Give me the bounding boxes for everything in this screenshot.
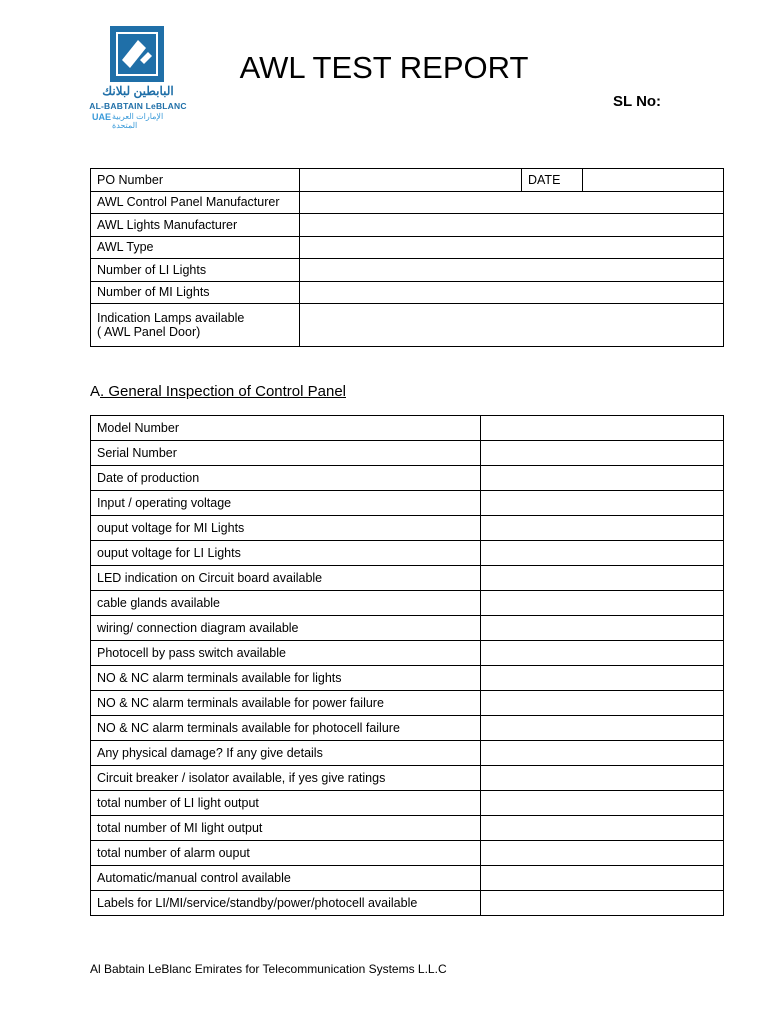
- section-a-heading: A. General Inspection of Control Panel: [90, 383, 346, 400]
- table-row: [91, 841, 724, 866]
- row-label: LED indication on Circuit board available: [91, 566, 481, 591]
- po-number-label: PO Number: [91, 169, 300, 192]
- row-label: Serial Number: [91, 441, 481, 466]
- row-field[interactable]: [481, 741, 724, 766]
- row-label: Any physical damage? If any give details: [91, 741, 481, 766]
- row-field[interactable]: [481, 666, 724, 691]
- logo-country: UAE: [92, 112, 112, 122]
- table-row: [91, 491, 724, 516]
- row-field[interactable]: [300, 259, 724, 282]
- row-field[interactable]: [481, 466, 724, 491]
- row-label: wiring/ connection diagram available: [91, 616, 481, 641]
- row-label: NO & NC alarm terminals available for lights: [91, 666, 481, 691]
- table-row: [91, 791, 724, 816]
- table-row: [91, 441, 724, 466]
- row-field[interactable]: [481, 816, 724, 841]
- row-field[interactable]: [481, 491, 724, 516]
- row-field[interactable]: [481, 791, 724, 816]
- logo-latin-name: AL-BABTAIN LeBLANC: [89, 101, 187, 111]
- row-label: AWL Lights Manufacturer: [91, 214, 300, 237]
- row-field[interactable]: [300, 191, 724, 214]
- report-title: AWL TEST REPORT: [239, 50, 529, 85]
- row-field[interactable]: [481, 866, 724, 891]
- table-row: [91, 416, 724, 441]
- table-row: [91, 281, 724, 304]
- table-row: [91, 716, 724, 741]
- logo-arabic-name: البابطين لبلانك: [102, 84, 174, 98]
- row-label: ouput voltage for MI Lights: [91, 516, 481, 541]
- row-field[interactable]: [481, 691, 724, 716]
- row-label: Date of production: [91, 466, 481, 491]
- table-row: [91, 214, 724, 237]
- row-label: ouput voltage for LI Lights: [91, 541, 481, 566]
- row-label: NO & NC alarm terminals available for power failure: [91, 691, 481, 716]
- row-label: Number of MI Lights: [91, 281, 300, 304]
- row-field[interactable]: [300, 214, 724, 237]
- table-row: [91, 541, 724, 566]
- row-field[interactable]: [481, 541, 724, 566]
- row-field[interactable]: [481, 641, 724, 666]
- row-field[interactable]: [481, 416, 724, 441]
- row-label: total number of LI light output: [91, 791, 481, 816]
- table-row: [91, 866, 724, 891]
- table-row: [91, 516, 724, 541]
- table-row: [91, 766, 724, 791]
- row-label: NO & NC alarm terminals available for photocell failure: [91, 716, 481, 741]
- row-label: Automatic/manual control available: [91, 866, 481, 891]
- table-row: [91, 259, 724, 282]
- table-row: [91, 641, 724, 666]
- row-label: AWL Type: [91, 236, 300, 259]
- row-label: Circuit breaker / isolator available, if yes give ratings: [91, 766, 481, 791]
- sl-no-label: SL No:: [613, 93, 662, 110]
- footer-company-name: Al Babtain LeBlanc Emirates for Telecommunication Systems L.L.C: [90, 962, 447, 976]
- table-row: [91, 741, 724, 766]
- row-field[interactable]: [481, 616, 724, 641]
- indication-lamps-label: Indication Lamps available ( AWL Panel Door): [91, 304, 300, 347]
- row-label: Labels for LI/MI/service/standby/power/photocell available: [91, 891, 481, 916]
- row-field[interactable]: [481, 566, 724, 591]
- row-field[interactable]: [481, 716, 724, 741]
- header-table: [90, 168, 724, 347]
- table-row: [91, 591, 724, 616]
- table-row: [91, 304, 724, 347]
- table-row: [91, 236, 724, 259]
- row-label: total number of alarm ouput: [91, 841, 481, 866]
- table-row: [91, 891, 724, 916]
- row-field[interactable]: [481, 516, 724, 541]
- logo-arabic-country: الإمارات العربية المتحدة: [112, 112, 164, 130]
- row-label: cable glands available: [91, 591, 481, 616]
- row-label: total number of MI light output: [91, 816, 481, 841]
- table-row: [91, 616, 724, 641]
- row-label: Photocell by pass switch available: [91, 641, 481, 666]
- date-field[interactable]: [583, 169, 724, 192]
- table-row: [91, 466, 724, 491]
- row-field[interactable]: [300, 236, 724, 259]
- date-label: DATE: [522, 169, 583, 192]
- po-number-field[interactable]: [300, 169, 522, 192]
- row-field[interactable]: [300, 281, 724, 304]
- row-label: Number of LI Lights: [91, 259, 300, 282]
- table-row: [91, 691, 724, 716]
- row-label: AWL Control Panel Manufacturer: [91, 191, 300, 214]
- row-field[interactable]: [481, 891, 724, 916]
- row-label: Model Number: [91, 416, 481, 441]
- row-field[interactable]: [300, 304, 724, 347]
- row-label: Input / operating voltage: [91, 491, 481, 516]
- table-row: [91, 191, 724, 214]
- inspection-table: [90, 415, 724, 916]
- row-field[interactable]: [481, 591, 724, 616]
- row-field[interactable]: [481, 841, 724, 866]
- table-row: [91, 666, 724, 691]
- table-row: [91, 169, 724, 192]
- row-field[interactable]: [481, 766, 724, 791]
- table-row: [91, 816, 724, 841]
- row-field[interactable]: [481, 441, 724, 466]
- table-row: [91, 566, 724, 591]
